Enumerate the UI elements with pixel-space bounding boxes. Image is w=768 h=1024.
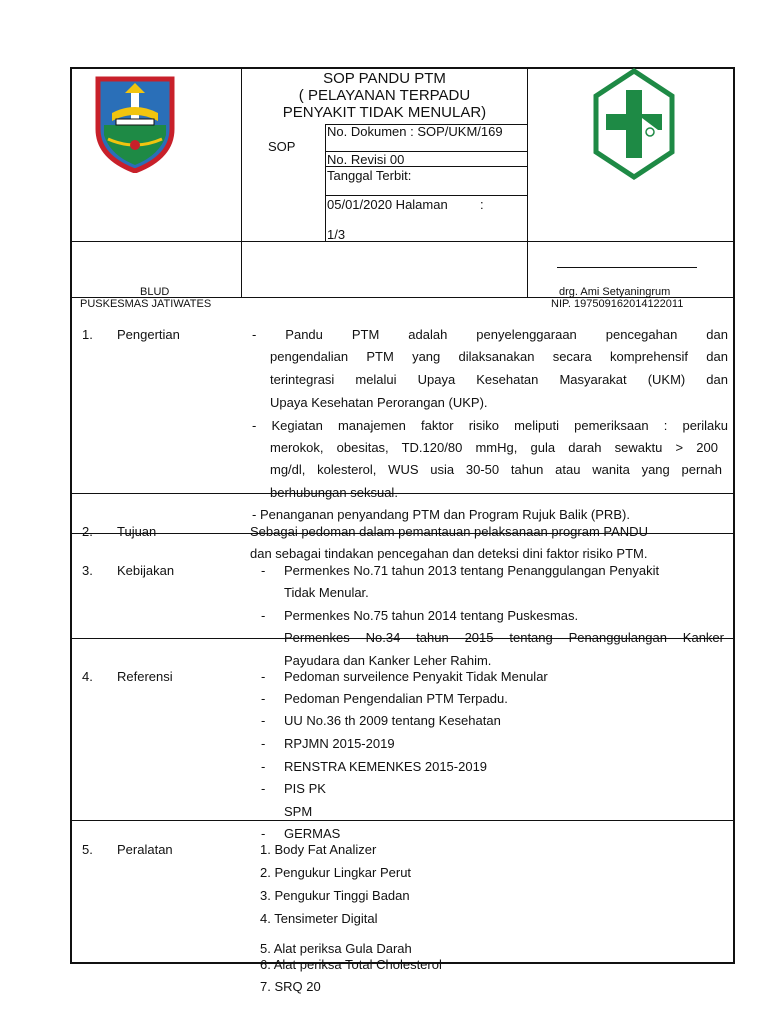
section-4-number: 4. [82, 669, 93, 684]
referensi-item-8: GERMAS [284, 826, 341, 841]
row-line-4 [70, 820, 735, 821]
pengertian-line-9: - Penanganan penyandang PTM dan Program Rujuk Balik (PRB). [252, 507, 630, 522]
sop-title-line-2: ( PELAYANAN TERPADU [298, 87, 471, 104]
kebijakan-item-2: Permenkes No.75 tahun 2014 tentang Puskesmas. [284, 608, 579, 623]
doc-info-left-divider [325, 124, 326, 241]
peralatan-item-2: 2. Pengukur Lingkar Perut [260, 865, 412, 880]
pengertian-line-1: - Pandu PTM adalah penyelenggaraan pencegahan dan [252, 327, 728, 342]
signer-nip: NIP. 197509162014122011 [551, 298, 684, 310]
signer-name: drg. Ami Setyaningrum [559, 286, 671, 298]
section-3-number: 3. [82, 563, 93, 578]
section-1-label: Pengertian [117, 327, 180, 342]
peralatan-item-7: 7. SRQ 20 [260, 979, 321, 994]
pengertian-line-2: pengendalian PTM yang dilaksanakan secara komprehensif dan [270, 349, 728, 364]
org-puskesmas: PUSKESMAS JATIWATES [80, 298, 212, 310]
sop-title-line-3: PENYAKIT TIDAK MENULAR) [282, 104, 487, 121]
kebijakan-dash-1: - [261, 563, 266, 578]
referensi-dash-5: - [261, 759, 266, 774]
doc-info-line-3 [325, 195, 527, 196]
referensi-dash-4: - [261, 736, 266, 751]
issue-date-page: 05/01/2020 Halaman [327, 197, 448, 212]
page-number: 1/3 [327, 227, 346, 242]
kebijakan-item-3: Permenkes No.34 tahun 2015 tentang Penanggulangan Kanker [284, 630, 724, 645]
section-5-number: 5. [82, 842, 93, 857]
table-border-left [70, 67, 72, 963]
tujuan-line-2: dan sebagai tindakan pencegahan dan deteksi dini faktor risiko PTM. [250, 546, 648, 561]
pengertian-line-5: - Kegiatan manajemen faktor risiko meliputi pemeriksaan : perilaku [252, 418, 728, 433]
kebijakan-dash-2: - [261, 608, 266, 623]
revision-number: No. Revisi 00 [327, 152, 405, 167]
sop-title-line-1: SOP PANDU PTM [323, 70, 446, 87]
tujuan-line-1: Sebagai pedoman dalam pemantauan pelaksanaan program PANDU [250, 524, 648, 539]
peralatan-item-6: 6. Alat periksa Total Cholesterol [260, 957, 442, 972]
row-line-1 [70, 493, 735, 494]
referensi-dash-2: - [261, 691, 266, 706]
referensi-item-3: UU No.36 th 2009 tentang Kesehatan [284, 713, 501, 728]
section-2-number: 2. [82, 524, 93, 539]
sop-label: SOP [268, 139, 296, 154]
table-border-right [733, 67, 735, 963]
referensi-dash-6: - [261, 781, 266, 796]
referensi-item-6: PIS PK [284, 781, 326, 796]
section-4-label: Referensi [117, 669, 173, 684]
peralatan-item-3: 3. Pengukur Tinggi Badan [260, 888, 410, 903]
referensi-item-1: Pedoman surveilence Penyakit Tidak Menular [284, 669, 548, 684]
peralatan-item-4: 4. Tensimeter Digital [260, 911, 378, 926]
pengertian-line-8: berhubungan seksual. [270, 485, 398, 500]
referensi-dash-1: - [261, 669, 266, 684]
pengertian-line-6: merokok, obesitas, TD.120/80 mmHg, gula darah sewaktu > 200 [270, 440, 718, 455]
peralatan-item-5: 5. Alat periksa Gula Darah [260, 941, 412, 956]
pengertian-line-3: terintegrasi melalui Upaya Kesehatan Masyarakat (UKM) dan [270, 372, 728, 387]
doc-number: No. Dokumen : SOP/UKM/169 [327, 124, 503, 139]
puskesmas-green-cross-icon [592, 68, 676, 180]
signer-underline [557, 267, 697, 268]
page-colon: : [480, 197, 484, 212]
referensi-item-5: RENSTRA KEMENKES 2015-2019 [284, 759, 488, 774]
pengertian-line-4: Upaya Kesehatan Perorangan (UKP). [270, 395, 488, 410]
section-2-label: Tujuan [117, 524, 157, 539]
section-3-label: Kebijakan [117, 563, 175, 578]
org-blud: BLUD [140, 286, 170, 298]
header-row-line [70, 241, 735, 242]
referensi-dash-8: - [261, 826, 266, 841]
pengertian-line-7: mg/dl, kolesterol, WUS usia 30-50 tahun atau wanita yang pernah [270, 462, 722, 477]
peralatan-item-1: 1. Body Fat Analizer [260, 842, 377, 857]
jember-regency-emblem-icon [94, 73, 176, 173]
section-5-label: Peralatan [117, 842, 173, 857]
referensi-item-4: RPJMN 2015-2019 [284, 736, 395, 751]
header-col-divider-2 [527, 67, 528, 297]
referensi-item-7: SPM [284, 804, 313, 819]
referensi-item-2: Pedoman Pengendalian PTM Terpadu. [284, 691, 508, 706]
kebijakan-item-3-cont: Payudara dan Kanker Leher Rahim. [284, 653, 492, 668]
section-1-number: 1. [82, 327, 93, 342]
kebijakan-item-1: Permenkes No.71 tahun 2013 tentang Penanggulangan Penyakit [284, 563, 660, 578]
referensi-dash-3: - [261, 713, 266, 728]
kebijakan-item-1-cont: Tidak Menular. [284, 585, 369, 600]
issue-date-label: Tanggal Terbit: [327, 168, 412, 183]
